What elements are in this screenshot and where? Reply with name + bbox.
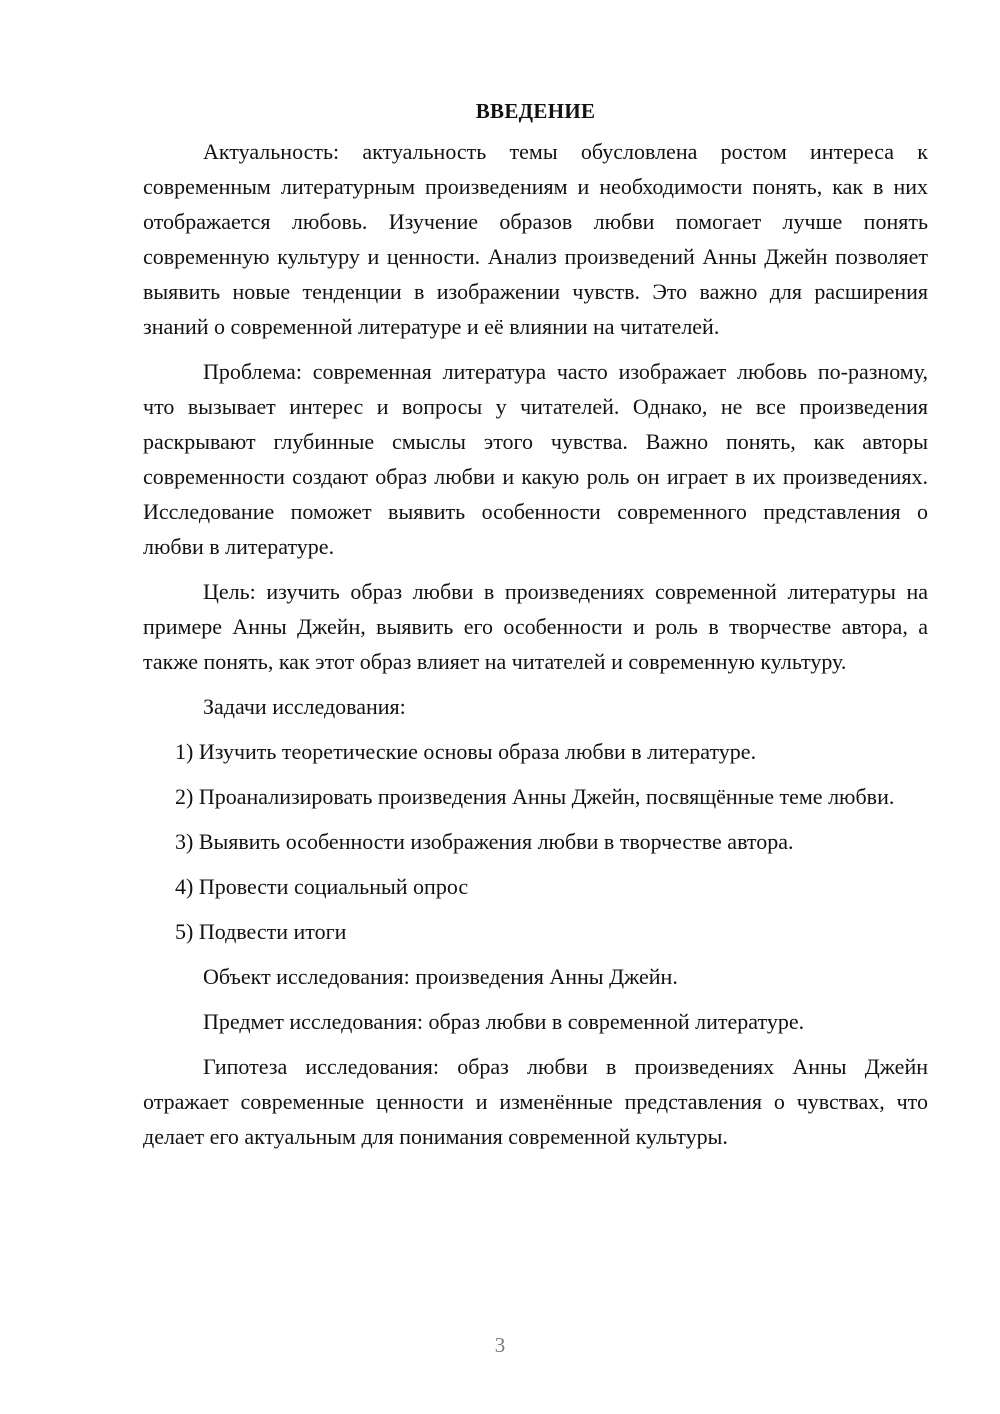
page-title: ВВЕДЕНИЕ	[475, 99, 596, 123]
hypothesis-paragraph: Гипотеза исследования: образ любви в произведениях Анны Джейн отражает современные ценности и изменённые представления о чувствах, что делает его актуальным для понимания современной культуры.	[143, 1054, 928, 1149]
goal-paragraph: Цель: изучить образ любви в произведениях современной литературы на примере Анны Джейн, выявить его особенности и роль в творчестве автора, а также понять, как этот образ влияет на читателей и современную культуру.	[143, 579, 928, 674]
task-item-5: 5) Подвести итоги	[175, 919, 347, 944]
task-item-4: 4) Провести социальный опрос	[175, 874, 469, 899]
tasks-heading: Задачи исследования:	[203, 694, 406, 719]
task-item-3: 3) Выявить особенности изображения любви в творчестве автора.	[175, 829, 794, 854]
task-item-1: 1) Изучить теоретические основы образа любви в литературе.	[175, 739, 757, 764]
task-item-2: 2) Проанализировать произведения Анны Джейн, посвящённые теме любви.	[175, 784, 895, 809]
page-content	[143, 96, 928, 1164]
relevance-paragraph: Актуальность: актуальность темы обусловлена ростом интереса к современным литературным произведениям и необходимости понять, как в них отображается любовь. Изучение образов любви помогает лучше понять современную культуру и ценности. Анализ произведений Анны Джейн позволяет выявить новые тенденции в изображении чувств. Это важно для расширения знаний о современной литературе и её влиянии на читателей.	[143, 139, 928, 339]
object-paragraph: Объект исследования: произведения Анны Джейн.	[203, 964, 678, 989]
page-number: 3	[494, 1333, 506, 1357]
subject-paragraph: Предмет исследования: образ любви в современной литературе.	[203, 1009, 805, 1034]
problem-paragraph: Проблема: современная литература часто изображает любовь по-разному, что вызывает интерес и вопросы у читателей. Однако, не все произведения раскрывают глубинные смыслы этого чувства. Важно понять, как авторы современности создают образ любви и какую роль он играет в их произведениях. Исследование поможет выявить особенности современного представления о любви в литературе.	[143, 359, 928, 559]
